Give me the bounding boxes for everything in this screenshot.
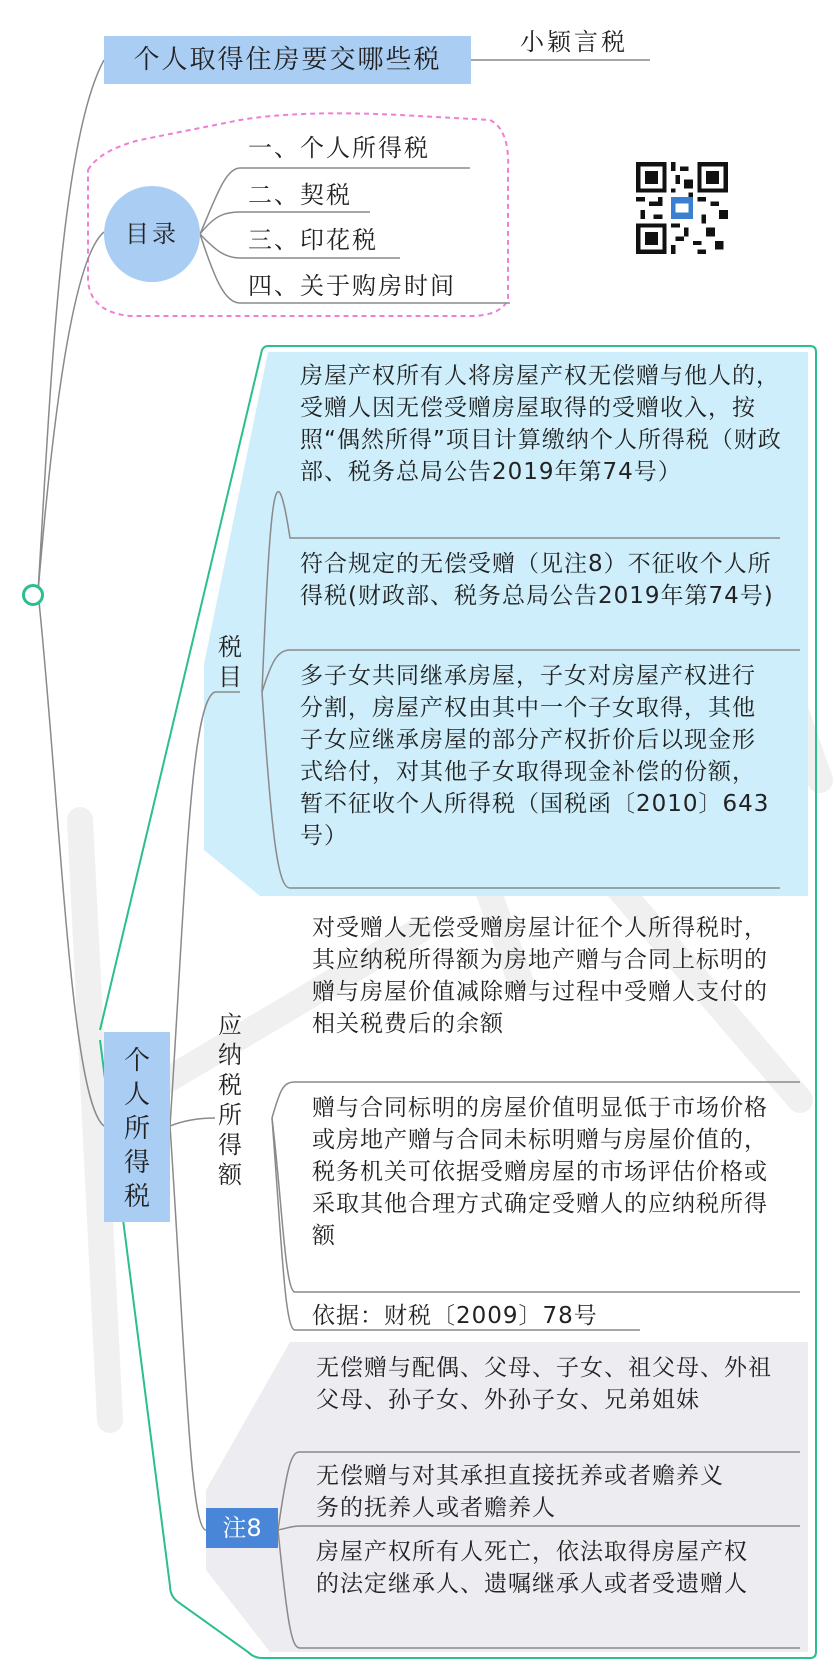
- tax-item-paragraph-3: 多子女共同继承房屋，子女对房屋产权进行分割，房屋产权由其中一个子女取得，其他子女应继承房屋的部分产权折价后以现金形式给付，对其他子女取得现金补偿的份额，暂不征收个人所得税（国税函〔2010〕643号）: [300, 663, 770, 849]
- note8-tag: 注8: [206, 1508, 278, 1548]
- toc-item-3: 三、印花税: [248, 226, 378, 254]
- brand-name: 小颖言税: [520, 28, 628, 56]
- toc-node: 目录: [104, 186, 200, 282]
- note8-paragraph-2: 无偿赠与对其承担直接抚养或者赡养义务的抚养人或者赡养人: [316, 1463, 724, 1521]
- taxable-income-paragraph-2: 赠与合同标明的房屋价值明显低于市场价格或房地产赠与合同未标明赠与房屋价值的，税务机关可依据受赠房屋的市场评估价格或采取其他合理方式确定受赠人的应纳税所得额: [312, 1095, 768, 1249]
- tax-items-label: 税目: [218, 633, 242, 691]
- toc-item-1: 一、个人所得税: [248, 134, 430, 162]
- taxable-income-paragraph-1: 对受赠人无偿受赠房屋计征个人所得税时，其应纳税所得额为房地产赠与合同上标明的赠与房屋价值减除赠与过程中受赠人支付的相关税费后的余额: [312, 915, 768, 1037]
- taxable-income-basis: 依据：财税〔2009〕78号: [312, 1303, 598, 1329]
- qr-code-icon: [636, 162, 728, 254]
- personal-income-tax-node: [104, 1032, 170, 1222]
- tax-item-paragraph-2: 符合规定的无偿受赠（见注8）不征收个人所得税(财政部、税务总局公告2019年第74号): [300, 551, 774, 609]
- root-node: [22, 584, 44, 606]
- personal-income-tax-label: 个人所得税: [123, 1046, 150, 1212]
- toc-item-4: 四、关于购房时间: [248, 272, 456, 300]
- title-box: 个人取得住房要交哪些税: [104, 36, 471, 84]
- note8-paragraph-3: 房屋产权所有人死亡，依法取得房屋产权的法定继承人、遗嘱继承人或者受遗赠人: [316, 1539, 748, 1597]
- note8-paragraph-1: 无偿赠与配偶、父母、子女、祖父母、外祖父母、孙子女、外孙子女、兄弟姐妹: [316, 1355, 772, 1413]
- taxable-income-label: 应纳税所得额: [218, 1011, 242, 1189]
- tax-item-paragraph-1: 房屋产权所有人将房屋产权无偿赠与他人的，受赠人因无偿受赠房屋取得的受赠收入，按照“偶然所得”项目计算缴纳个人所得税（财政部、税务总局公告2019年第74号）: [300, 363, 782, 485]
- toc-item-2: 二、契税: [248, 181, 352, 209]
